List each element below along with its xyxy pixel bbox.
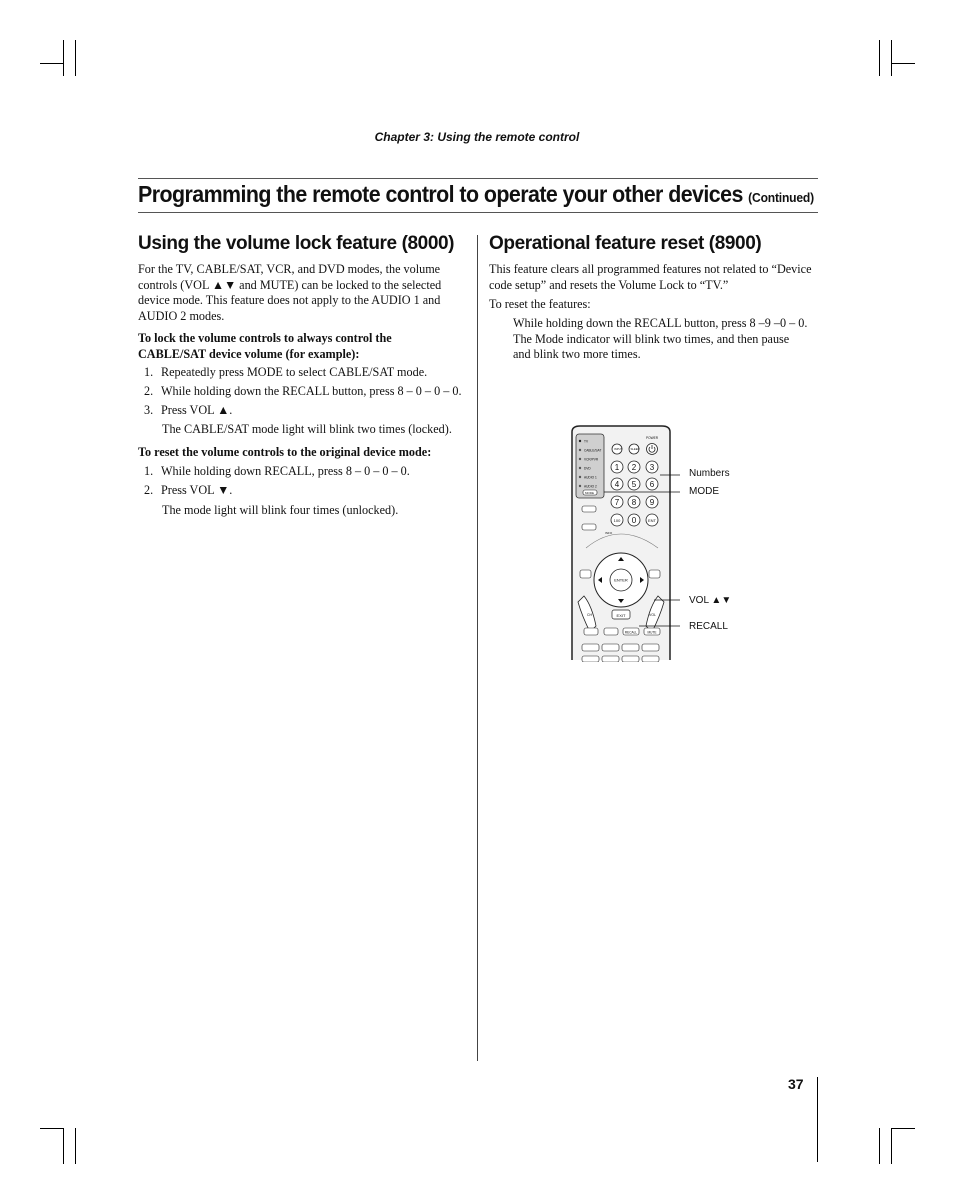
reset-step	[144, 483, 232, 499]
title-rule-bottom	[138, 212, 818, 213]
step-number: 1.	[144, 464, 154, 478]
instruction-line: and blink two more times.	[513, 347, 641, 362]
mode-label: AUDIO 1	[584, 475, 597, 480]
crop-mark	[891, 40, 892, 76]
number-label: 100	[613, 518, 621, 523]
input-label: INPUT	[614, 447, 623, 451]
step-text: Repeatedly press MODE to select CABLE/SAT mode.	[161, 365, 428, 379]
side-button[interactable]	[582, 506, 596, 512]
intro-line: controls (VOL ▲▼ and MUTE) can be locked to the selected	[138, 277, 442, 292]
crop-mark	[891, 1128, 892, 1164]
mode-label: CABLE/SAT	[584, 448, 602, 453]
vol-label: VOL	[649, 613, 657, 617]
mode-label: AUDIO 2	[584, 484, 597, 489]
step-number: 2.	[144, 384, 154, 398]
vol-callout: VOL ▲▼	[689, 595, 732, 606]
step-text: Press VOL ▲.	[161, 403, 233, 417]
title-rule-top	[138, 178, 818, 179]
small-button[interactable]	[584, 628, 598, 635]
crop-mark	[63, 40, 64, 76]
crop-mark	[75, 40, 76, 76]
mode-label: DVD	[584, 466, 591, 471]
crop-mark	[891, 1128, 915, 1129]
reset-subheading: To reset the volume controls to the original device mode:	[138, 445, 432, 459]
skip-button[interactable]	[622, 644, 639, 651]
lock-subheading-line: To lock the volume controls to always control the	[138, 331, 392, 345]
instruction-line: The Mode indicator will blink two times, and then pause	[513, 331, 790, 346]
lock-note: The CABLE/SAT mode light will blink two times (locked).	[162, 422, 452, 436]
next-button[interactable]	[649, 570, 660, 578]
page-number-rule	[817, 1077, 818, 1162]
fast-forward-button[interactable]	[642, 644, 659, 651]
enter-label: ENTER	[614, 577, 628, 583]
step-text: Press VOL ▼.	[161, 483, 233, 497]
step-number: 1.	[144, 365, 154, 379]
instruction-line: While holding down the RECALL button, press 8 –9 –0 – 0.	[513, 316, 808, 330]
lock-subheading	[138, 331, 468, 362]
number-label: ENT	[648, 518, 656, 523]
column-divider	[477, 235, 478, 1061]
number-label: 1	[614, 463, 620, 472]
lock-subheading-line: CABLE/SAT device volume (for example):	[138, 346, 360, 361]
lock-step	[144, 365, 427, 381]
number-label: 6	[649, 480, 655, 489]
feature-reset-intro	[489, 262, 829, 293]
lock-step	[144, 384, 462, 400]
small-button[interactable]	[604, 628, 618, 635]
page-title-continued: (Continued)	[748, 190, 814, 205]
page-title	[138, 181, 814, 208]
step-text: While holding down the RECALL button, press 8 – 0 – 0 – 0.	[161, 384, 462, 398]
reset-instructions	[513, 316, 833, 363]
crop-mark	[63, 1128, 64, 1164]
volume-lock-intro	[138, 262, 468, 324]
number-label: 3	[649, 463, 655, 472]
mode-label: VCR/PVR	[584, 457, 599, 462]
ch-label: CH	[587, 613, 593, 617]
step-number: 2.	[144, 483, 154, 497]
mode-button-label: MODE	[585, 491, 594, 495]
sleep-label: SLEEP	[630, 447, 640, 451]
volume-lock-heading: Using the volume lock feature (8000)	[138, 233, 455, 254]
number-label: 0	[631, 516, 637, 525]
crop-mark	[75, 1128, 76, 1164]
crop-mark	[879, 1128, 880, 1164]
intro-line: For the TV, CABLE/SAT, VCR, and DVD modes, the volume	[138, 262, 441, 276]
remote-control-illustration	[560, 420, 680, 662]
number-label: 4	[614, 480, 620, 489]
crop-mark	[40, 63, 64, 64]
page-number: 37	[788, 1076, 804, 1092]
number-label: 7	[614, 498, 620, 507]
back-button[interactable]	[580, 570, 591, 578]
to-reset-text: To reset the features:	[489, 297, 591, 311]
step-text: While holding down RECALL, press 8 – 0 – 0 – 0.	[161, 464, 410, 478]
intro-line: AUDIO 2 modes.	[138, 308, 225, 323]
intro-line: code setup” and resets the Volume Lock to “TV.”	[489, 277, 729, 292]
step-number: 3.	[144, 403, 154, 417]
number-label: 9	[649, 498, 655, 507]
number-label: 8	[631, 498, 637, 507]
number-label: 2	[631, 463, 637, 472]
info-label: INFO	[605, 531, 613, 535]
mute-label: MUTE	[647, 630, 657, 635]
crop-mark	[891, 63, 915, 64]
exit-label: EXIT	[616, 613, 626, 618]
numbers-callout: Numbers	[689, 468, 730, 479]
mode-label: TV	[584, 439, 589, 444]
number-label: 5	[631, 480, 637, 489]
crop-mark	[40, 1128, 64, 1129]
mode-callout: MODE	[689, 486, 719, 497]
lock-step	[144, 403, 232, 419]
crop-mark	[879, 40, 880, 76]
feature-reset-heading: Operational feature reset (8900)	[489, 233, 762, 254]
chapter-header: Chapter 3: Using the remote control	[374, 130, 580, 144]
reset-note: The mode light will blink four times (unlocked).	[162, 503, 399, 517]
reset-step	[144, 464, 410, 480]
recall-callout: RECALL	[689, 621, 728, 632]
intro-line: device mode. This feature does not apply to the AUDIO 1 and	[138, 293, 441, 308]
intro-line: This feature clears all programmed features not related to “Device	[489, 262, 812, 276]
page-title-text: Programming the remote control to operate your other devices	[138, 181, 743, 207]
side-button[interactable]	[582, 524, 596, 530]
power-label: POWER	[646, 436, 659, 440]
recall-label: RECALL	[624, 630, 638, 635]
rewind-button[interactable]	[582, 644, 599, 651]
play-button[interactable]	[602, 644, 619, 651]
